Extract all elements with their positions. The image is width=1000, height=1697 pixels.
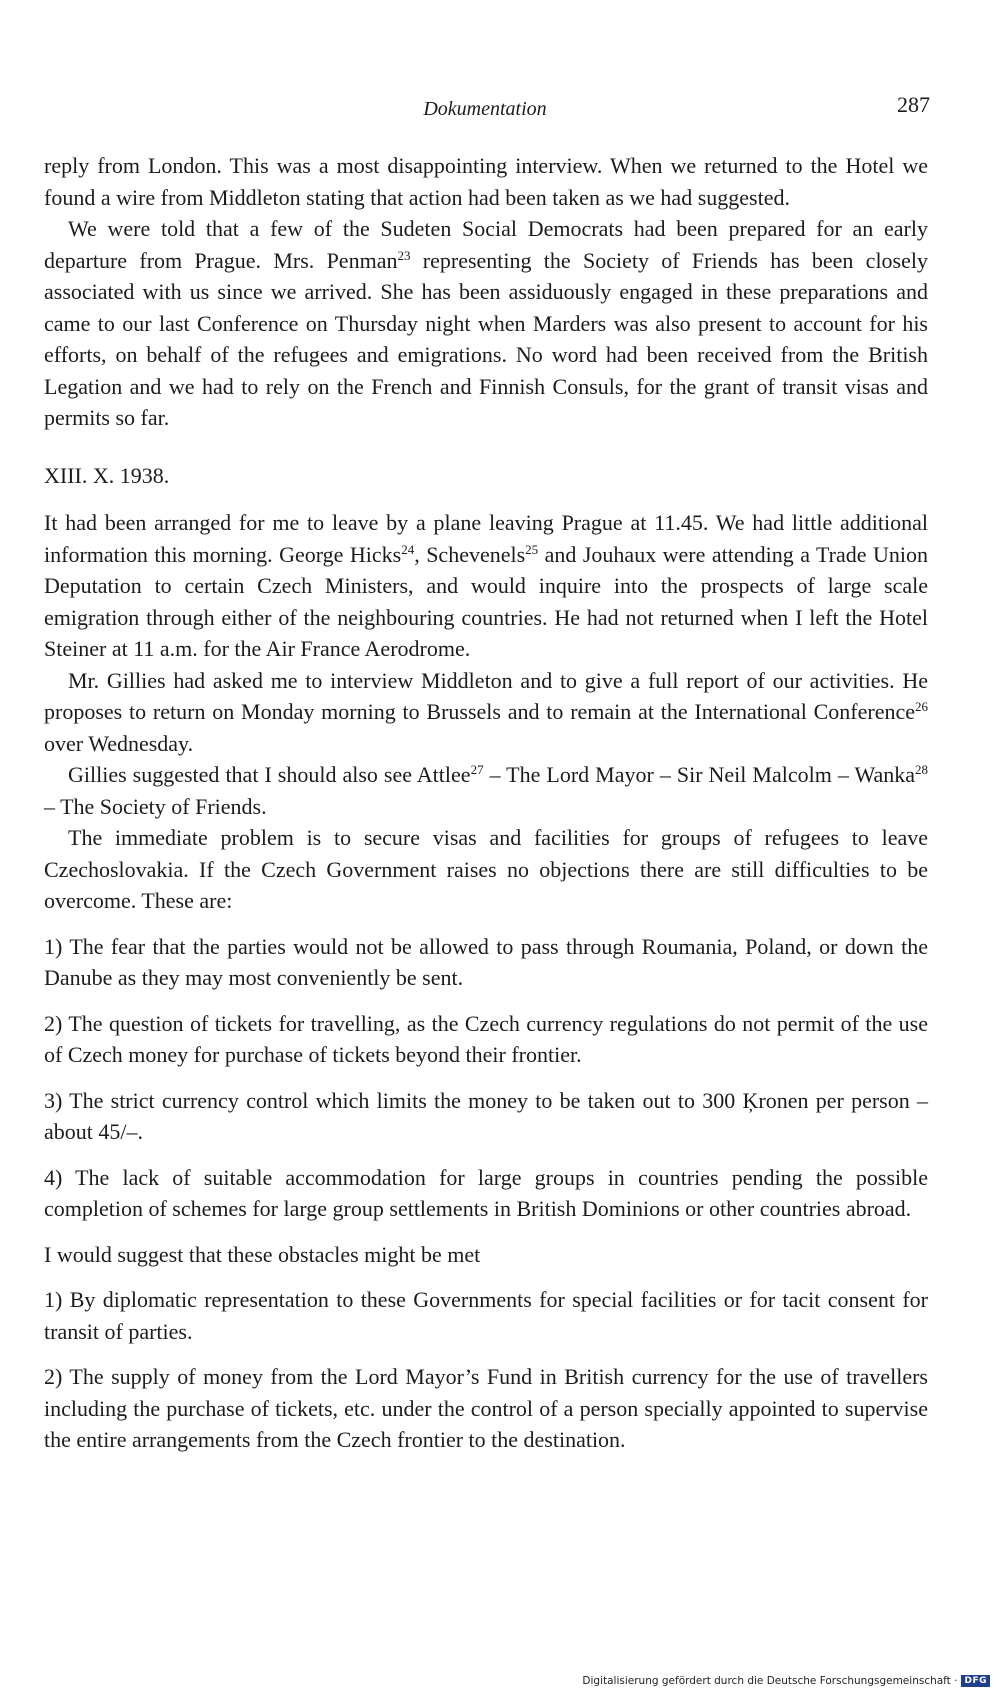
paragraph-text: It had been arranged for me to leave by a plane leaving Prague at 11.45. We had little additional information this morning. George Hicks bbox=[44, 510, 928, 567]
paragraph-attlee bbox=[44, 759, 928, 822]
footnote-marker: 26 bbox=[915, 699, 928, 714]
list-item: 2) The supply of money from the Lord Mayor’s Fund in British currency for the use of travellers including the purchase of tickets, etc. under the control of a person specially appointed to supervise the entire arrangements from the Czech frontier to the destination. bbox=[44, 1364, 928, 1452]
list-item: 1) By diplomatic representation to these Governments for special facilities or for tacit consent for transit of parties. bbox=[44, 1287, 928, 1344]
paragraph-text: – The Lord Mayor – Sir Neil Malcolm – Wanka bbox=[483, 762, 915, 787]
footnote-marker: 24 bbox=[401, 541, 415, 557]
date-heading: XIII. X. 1938. bbox=[44, 462, 170, 488]
body-text bbox=[44, 150, 928, 1456]
paragraph-plane bbox=[44, 507, 928, 665]
paragraph-text: Gillies suggested that I should also see Attlee bbox=[68, 762, 471, 787]
list-item: 3) The strict currency control which limits the money to be taken out to 300 Ķronen per person – about 45/–. bbox=[44, 1087, 928, 1144]
paragraph-text: representing the Society of Friends has been closely associated with us since we arrived. She has been assiduously engaged in these preparations and came to our last Conference on Thursday night when Marders was also present to account for his efforts, on behalf of the refugees and emigrations. No word had been received from the British Legation and we had to rely on the French and Finnish Consuls, for the grant of transit visas and permits so far. bbox=[44, 247, 928, 430]
page-header bbox=[40, 92, 930, 128]
list-item: 1) The fear that the parties would not be allowed to pass through Roumania, Poland, or down the Danube as they may most conveniently be sent. bbox=[44, 933, 928, 990]
dfg-logo-icon: DFG bbox=[961, 1675, 990, 1687]
paragraph-text: , Schevenels bbox=[414, 541, 526, 567]
footnote-marker: 28 bbox=[915, 762, 928, 777]
paragraph-text: and Jouhaux were attending a Trade Union Deputation to certain Czech Ministers, and would inquire into the prospects of large scale emigration through either of the neighbouring countries. He had not returned when I left the Hotel Steiner at 11 a.m. for the Air France Aerodrome. bbox=[44, 541, 929, 661]
list-item: 4) The lack of suitable accommodation for large groups in countries pending the possible completion of schemes for large group settlements in British Dominions or other countries abroad. bbox=[44, 1164, 928, 1221]
page-number: 287 bbox=[897, 92, 930, 117]
footer-credit bbox=[582, 1675, 990, 1687]
list-item: 2) The question of tickets for travelling, as the Czech currency regulations do not permit of the use of Czech money for purchase of tickets beyond their frontier. bbox=[44, 1010, 928, 1067]
paragraph-text: over Wednesday. bbox=[44, 730, 194, 756]
paragraph-continuation: reply from London. This was a most disappointing interview. When we returned to the Hotel we found a wire from Middleton stating that action had been taken as we had suggested. bbox=[44, 153, 928, 210]
footnote-marker: 27 bbox=[470, 762, 484, 777]
paragraph-text: We were told that a few of the Sudeten Social Democrats had been prepared for an early departure from Prague. Mrs. Penman bbox=[44, 216, 928, 273]
footer-credit-text: Digitalisierung gefördert durch die Deutsche Forschungsgemeinschaft · bbox=[582, 1675, 958, 1687]
paragraph-suggestion: I would suggest that these obstacles might be met bbox=[44, 1241, 481, 1267]
paragraph-problem: The immediate problem is to secure visas and facilities for groups of refugees to leave Czechoslovakia. If the Czech Government raises no objections there are still difficulties to be overcome. These are: bbox=[44, 825, 928, 913]
running-title: Dokumentation bbox=[423, 98, 547, 120]
footnote-marker: 23 bbox=[397, 247, 411, 263]
paragraph-gillies bbox=[44, 665, 928, 760]
paragraph-text: – The Society of Friends. bbox=[44, 793, 267, 819]
paragraph-text: Mr. Gillies had asked me to interview Middleton and to give a full report of our activities. He proposes to return on Monday morning to Brussels and to remain at the International Conference bbox=[44, 667, 928, 724]
paragraph-sudeten bbox=[44, 213, 928, 434]
footnote-marker: 25 bbox=[525, 541, 539, 557]
